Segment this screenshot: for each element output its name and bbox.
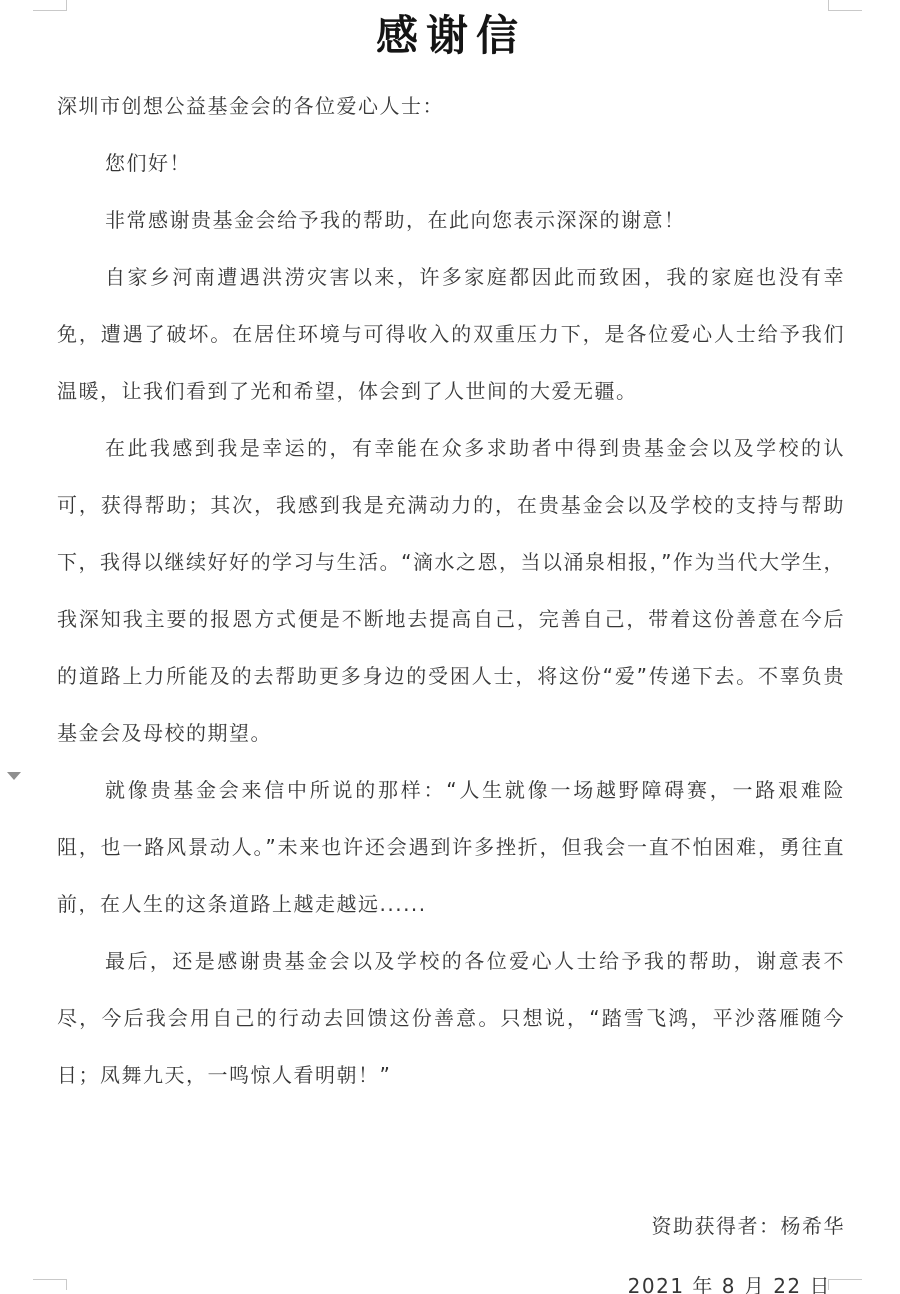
letter-title: 感谢信 [375,11,526,60]
letter-body [57,78,845,1104]
letter-content [57,0,845,1294]
letter-paragraph: 非常感谢贵基金会给予我的帮助，在此向您表示深深的谢意！ [105,208,686,232]
letter-paragraph: 在此我感到我是幸运的，有幸能在众多求助者中得到贵基金会以及学校的认可，获得帮助；其次，我感到我是充满动力的，在贵基金会以及学校的支持与帮助下，我得以继续好好的学习与生活。“滴水之恩，当以涌泉相报，”作为当代大学生，我深知我主要的报恩方式便是不断地去提高自己，完善自己，带着这份善意在今后的道路上力所能及的去帮助更多身边的受困人士，将这份“爱”传递下去。不辜负贵基金会及母校的期望。 [57,436,845,745]
signature-name: 资助获得者：杨希华 [651,1214,845,1238]
signature-block [57,1196,845,1294]
letter-paragraph: 就像贵基金会来信中所说的那样：“人生就像一场越野障碍赛，一路艰难险阻，也一路风景动人。”未来也许还会遇到许多挫折，但我会一直不怕困难，勇往直前，在人生的这条道路上越走越远...... [57,778,845,916]
letter-paragraph: 自家乡河南遭遇洪涝灾害以来，许多家庭都因此而致困，我的家庭也没有幸免，遭遇了破坏。在居住环境与可得收入的双重压力下，是各位爱心人士给予我们温暖，让我们看到了光和希望，体会到了人世间的大爱无疆。 [57,265,845,403]
signature-date: 2021 年 8 月 22 日 [627,1274,831,1294]
letter-paragraph: 最后，还是感谢贵基金会以及学校的各位爱心人士给予我的帮助，谢意表不尽，今后我会用自己的行动去回馈这份善意。只想说，“踏雪飞鸿，平沙落雁随今日；凤舞九天，一鸣惊人看明朝！” [57,949,845,1087]
letter-salutation: 深圳市创想公益基金会的各位爱心人士： [57,94,444,118]
letter-paragraph: 您们好！ [105,151,191,175]
paragraph-collapse-triangle-icon[interactable] [7,772,21,780]
